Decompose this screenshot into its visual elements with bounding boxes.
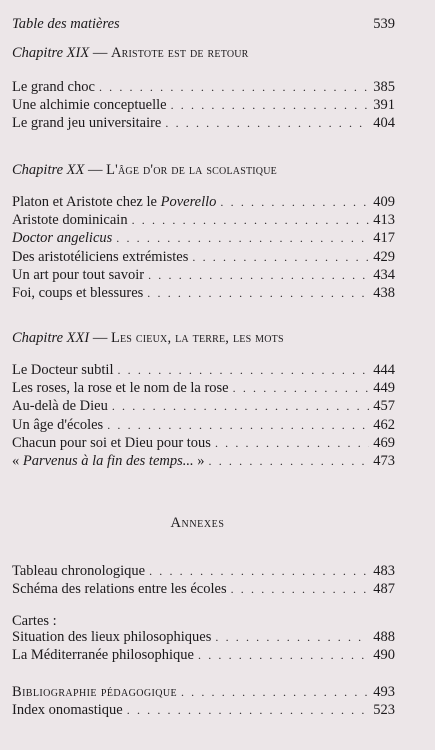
entry-page: 483 xyxy=(373,563,395,579)
toc-entry[interactable] xyxy=(12,397,395,415)
toc-entry[interactable] xyxy=(12,580,395,598)
chapter-19-entries xyxy=(12,78,395,133)
entry-label xyxy=(12,229,112,247)
annexes-heading: Annexes xyxy=(170,515,225,531)
toc-entry[interactable] xyxy=(12,266,395,284)
toc-entry[interactable] xyxy=(12,416,395,434)
header-title: Table des matières xyxy=(12,16,120,32)
toc-entry[interactable] xyxy=(12,628,395,646)
chapter-heading-20 xyxy=(12,162,395,179)
dot-leader xyxy=(181,683,369,701)
dot-leader xyxy=(148,266,369,284)
chapter-number: Chapitre XIX xyxy=(12,45,90,61)
entry-page: 473 xyxy=(373,452,395,469)
entry-page: 523 xyxy=(373,702,395,719)
header-page-number: 539 xyxy=(373,16,395,32)
entry-label xyxy=(12,452,205,470)
dot-leader xyxy=(117,361,369,379)
final-entries xyxy=(12,683,395,719)
dot-leader xyxy=(209,452,370,470)
chapter-dash: — xyxy=(89,45,111,61)
dot-leader xyxy=(198,646,369,664)
entry-label-italic: Poverello xyxy=(160,194,217,210)
entry-label: Les roses, la rose et le nom de la rose xyxy=(12,380,229,397)
entry-label: Bibliographie pédagogique xyxy=(12,684,177,700)
entry-page: 434 xyxy=(373,266,395,283)
toc-entry[interactable] xyxy=(12,646,395,664)
entry-label: Au-delà de Dieu xyxy=(12,398,108,415)
entry-label: Des aristotéliciens extrémistes xyxy=(12,248,189,265)
entry-label: Schéma des relations entre les écoles xyxy=(12,581,227,598)
entry-label: Tableau chronologique xyxy=(12,563,146,579)
entry-page: 444 xyxy=(373,362,395,378)
toc-entry[interactable] xyxy=(12,211,395,229)
entry-label-quote-close: » xyxy=(193,452,205,469)
page-header xyxy=(12,16,395,33)
toc-entry[interactable] xyxy=(12,701,395,719)
entry-label-italic: Doctor angelicus xyxy=(12,230,113,247)
dot-leader xyxy=(132,211,370,229)
dot-leader xyxy=(149,562,369,580)
dot-leader xyxy=(220,193,369,211)
entry-label: Un âge d'écoles xyxy=(12,416,104,433)
entry-page: 449 xyxy=(373,380,395,397)
toc-entry[interactable] xyxy=(12,452,395,470)
dot-leader xyxy=(99,78,369,96)
toc-entry[interactable] xyxy=(12,379,395,397)
toc-entry[interactable] xyxy=(12,78,395,96)
entry-label: Une alchimie conceptuelle xyxy=(12,97,167,114)
entry-page: 391 xyxy=(373,97,395,114)
chapter-20-entries xyxy=(12,193,395,302)
toc-entry[interactable] xyxy=(12,229,395,247)
chapter-title: Les cieux, la terre, les mots xyxy=(110,330,284,346)
dot-leader xyxy=(171,96,370,114)
toc-entry[interactable] xyxy=(12,96,395,114)
entry-page: 404 xyxy=(373,115,395,132)
cartes-label: Cartes : xyxy=(12,613,57,629)
entry-page: 413 xyxy=(373,212,395,229)
entry-label: Foi, coups et blessures xyxy=(12,284,144,301)
entry-label xyxy=(12,193,216,211)
dot-leader xyxy=(233,379,370,397)
chapter-title: Aristote est de retour xyxy=(110,45,249,61)
toc-entry[interactable] xyxy=(12,114,395,132)
cartes-entries xyxy=(12,628,395,664)
entry-page: 487 xyxy=(373,581,395,598)
toc-entry[interactable] xyxy=(12,562,395,580)
entry-page: 493 xyxy=(373,684,395,700)
toc-entry[interactable] xyxy=(12,361,395,379)
entry-page: 457 xyxy=(373,398,395,415)
chapter-heading-21 xyxy=(12,330,395,347)
dot-leader xyxy=(231,580,370,598)
dot-leader xyxy=(192,248,369,266)
entry-label: Chacun pour soi et Dieu pour tous xyxy=(12,434,211,451)
entry-page: 417 xyxy=(373,230,395,247)
entry-page: 490 xyxy=(373,647,395,664)
entry-page: 429 xyxy=(373,248,395,265)
dot-leader xyxy=(116,229,369,247)
toc-entry[interactable] xyxy=(12,683,395,701)
entry-label: Le grand jeu universitaire xyxy=(12,115,162,132)
chapter-number: Chapitre XX xyxy=(12,162,85,178)
entry-page: 438 xyxy=(373,284,395,301)
toc-entry[interactable] xyxy=(12,434,395,452)
entry-label-italic: Parvenus à la fin des temps... xyxy=(22,452,194,469)
toc-entry[interactable] xyxy=(12,284,395,302)
chapter-title: L'âge d'or de la scolastique xyxy=(106,162,277,178)
entry-label: Index onomastique xyxy=(12,702,123,719)
entry-label: Le Docteur subtil xyxy=(12,362,114,378)
entry-label-text: Platon et Aristote chez le xyxy=(12,194,161,210)
entry-page: 462 xyxy=(373,416,395,433)
toc-entry[interactable] xyxy=(12,248,395,266)
entry-label: Un art pour tout savoir xyxy=(12,266,145,283)
dot-leader xyxy=(215,434,369,452)
chapter-21-entries xyxy=(12,361,395,470)
entry-page: 469 xyxy=(373,434,395,451)
entry-label: La Méditerranée philosophique xyxy=(12,647,194,664)
chapter-heading-19 xyxy=(12,45,395,62)
dot-leader xyxy=(107,416,369,434)
entry-label-quote-open: « xyxy=(12,452,23,469)
chapter-number: Chapitre XXI xyxy=(12,330,90,346)
dot-leader xyxy=(215,628,369,646)
chapter-dash: — xyxy=(84,162,107,178)
toc-entry[interactable] xyxy=(12,193,395,211)
entry-page: 488 xyxy=(373,629,395,645)
entry-page: 385 xyxy=(373,79,395,95)
chapter-dash: — xyxy=(89,330,111,346)
dot-leader xyxy=(147,284,369,302)
entry-page: 409 xyxy=(373,194,395,210)
dot-leader xyxy=(127,701,370,719)
dot-leader xyxy=(112,397,369,415)
entry-label: Aristote dominicain xyxy=(12,212,128,229)
entry-label: Le grand choc xyxy=(12,79,95,95)
dot-leader xyxy=(165,114,369,132)
entry-label: Situation des lieux philosophiques xyxy=(12,629,212,645)
annexes-entries xyxy=(12,562,395,598)
